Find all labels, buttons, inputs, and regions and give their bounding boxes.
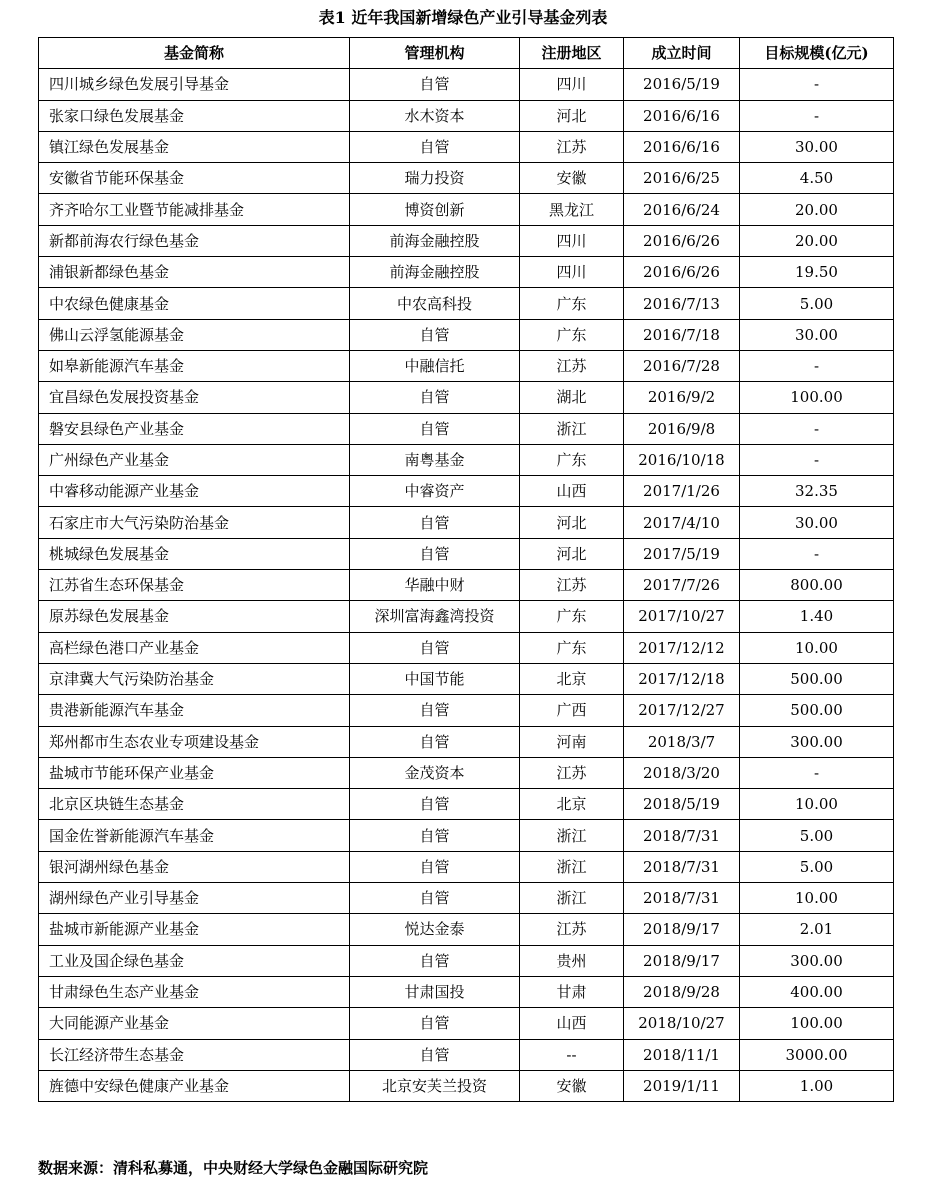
table-row — [39, 444, 894, 475]
cell-target-scale: 10.00 — [740, 632, 894, 663]
cell-target-scale: - — [740, 444, 894, 475]
cell-established-date: 2018/7/31 — [624, 851, 740, 882]
cell-region: 广东 — [520, 444, 624, 475]
cell-management-org: 水木资本 — [350, 100, 520, 131]
cell-management-org: 自管 — [350, 726, 520, 757]
cell-management-org: 深圳富海鑫湾投资 — [350, 601, 520, 632]
cell-fund-name: 高栏绿色港口产业基金 — [39, 632, 350, 663]
cell-region: 四川 — [520, 225, 624, 256]
cell-management-org: 自管 — [350, 820, 520, 851]
header-region: 注册地区 — [520, 38, 624, 69]
cell-region: 河北 — [520, 507, 624, 538]
cell-management-org: 甘肃国投 — [350, 976, 520, 1007]
cell-fund-name: 浦银新都绿色基金 — [39, 257, 350, 288]
cell-established-date: 2016/6/25 — [624, 163, 740, 194]
cell-management-org: 自管 — [350, 69, 520, 100]
cell-region: 河南 — [520, 726, 624, 757]
cell-management-org: 悦达金泰 — [350, 914, 520, 945]
cell-region: 湖北 — [520, 382, 624, 413]
cell-region: 山西 — [520, 1008, 624, 1039]
cell-target-scale: 300.00 — [740, 945, 894, 976]
cell-target-scale: 5.00 — [740, 288, 894, 319]
table-row — [39, 507, 894, 538]
cell-fund-name: 石家庄市大气污染防治基金 — [39, 507, 350, 538]
table-row — [39, 350, 894, 381]
cell-established-date: 2018/3/7 — [624, 726, 740, 757]
cell-target-scale: - — [740, 100, 894, 131]
cell-established-date: 2016/9/8 — [624, 413, 740, 444]
cell-region: -- — [520, 1039, 624, 1070]
header-target-scale: 目标规模(亿元) — [740, 38, 894, 69]
cell-fund-name: 盐城市节能环保产业基金 — [39, 757, 350, 788]
cell-fund-name: 北京区块链生态基金 — [39, 789, 350, 820]
table-row — [39, 883, 894, 914]
cell-management-org: 金茂资本 — [350, 757, 520, 788]
table-row — [39, 1008, 894, 1039]
cell-management-org: 中睿资产 — [350, 476, 520, 507]
cell-management-org: 自管 — [350, 883, 520, 914]
cell-fund-name: 银河湖州绿色基金 — [39, 851, 350, 882]
cell-target-scale: 400.00 — [740, 976, 894, 1007]
cell-established-date: 2017/12/18 — [624, 663, 740, 694]
cell-region: 黑龙江 — [520, 194, 624, 225]
cell-fund-name: 工业及国企绿色基金 — [39, 945, 350, 976]
cell-established-date: 2016/7/28 — [624, 350, 740, 381]
cell-region: 安徽 — [520, 1070, 624, 1101]
table-row — [39, 945, 894, 976]
cell-management-org: 自管 — [350, 945, 520, 976]
table-row — [39, 194, 894, 225]
cell-management-org: 自管 — [350, 789, 520, 820]
cell-region: 广西 — [520, 695, 624, 726]
table-row — [39, 225, 894, 256]
cell-fund-name: 大同能源产业基金 — [39, 1008, 350, 1039]
cell-established-date: 2017/1/26 — [624, 476, 740, 507]
table-row — [39, 257, 894, 288]
cell-region: 浙江 — [520, 413, 624, 444]
cell-target-scale: 5.00 — [740, 851, 894, 882]
cell-management-org: 自管 — [350, 1039, 520, 1070]
cell-management-org: 中国节能 — [350, 663, 520, 694]
cell-established-date: 2016/6/24 — [624, 194, 740, 225]
cell-target-scale: 10.00 — [740, 789, 894, 820]
cell-target-scale: 100.00 — [740, 1008, 894, 1039]
cell-management-org: 自管 — [350, 1008, 520, 1039]
table-body — [39, 69, 894, 1102]
cell-fund-name: 国金佐誉新能源汽车基金 — [39, 820, 350, 851]
table-row — [39, 413, 894, 444]
cell-target-scale: 2.01 — [740, 914, 894, 945]
table-row — [39, 476, 894, 507]
cell-target-scale: 30.00 — [740, 131, 894, 162]
cell-established-date: 2017/12/27 — [624, 695, 740, 726]
cell-established-date: 2018/7/31 — [624, 883, 740, 914]
cell-established-date: 2016/7/18 — [624, 319, 740, 350]
cell-target-scale: 30.00 — [740, 319, 894, 350]
table-row — [39, 695, 894, 726]
cell-fund-name: 镇江绿色发展基金 — [39, 131, 350, 162]
table-row — [39, 632, 894, 663]
cell-management-org: 自管 — [350, 538, 520, 569]
cell-fund-name: 中睿移动能源产业基金 — [39, 476, 350, 507]
table-row — [39, 976, 894, 1007]
cell-target-scale: 1.00 — [740, 1070, 894, 1101]
cell-fund-name: 磐安县绿色产业基金 — [39, 413, 350, 444]
cell-established-date: 2016/6/16 — [624, 131, 740, 162]
cell-fund-name: 如皋新能源汽车基金 — [39, 350, 350, 381]
cell-established-date: 2016/6/26 — [624, 257, 740, 288]
table-row — [39, 914, 894, 945]
cell-established-date: 2018/11/1 — [624, 1039, 740, 1070]
cell-fund-name: 京津冀大气污染防治基金 — [39, 663, 350, 694]
cell-management-org: 自管 — [350, 632, 520, 663]
table-row — [39, 131, 894, 162]
cell-region: 北京 — [520, 789, 624, 820]
cell-established-date: 2018/5/19 — [624, 789, 740, 820]
cell-target-scale: 300.00 — [740, 726, 894, 757]
cell-region: 广东 — [520, 319, 624, 350]
cell-target-scale: 5.00 — [740, 820, 894, 851]
cell-established-date: 2017/4/10 — [624, 507, 740, 538]
table-row — [39, 1070, 894, 1101]
cell-target-scale: 1.40 — [740, 601, 894, 632]
cell-fund-name: 齐齐哈尔工业暨节能减排基金 — [39, 194, 350, 225]
cell-target-scale: 20.00 — [740, 225, 894, 256]
cell-fund-name: 佛山云浮氢能源基金 — [39, 319, 350, 350]
table-row — [39, 757, 894, 788]
cell-fund-name: 盐城市新能源产业基金 — [39, 914, 350, 945]
cell-management-org: 自管 — [350, 695, 520, 726]
cell-established-date: 2018/9/28 — [624, 976, 740, 1007]
cell-fund-name: 张家口绿色发展基金 — [39, 100, 350, 131]
cell-established-date: 2017/10/27 — [624, 601, 740, 632]
cell-region: 四川 — [520, 257, 624, 288]
cell-region: 贵州 — [520, 945, 624, 976]
cell-established-date: 2017/12/12 — [624, 632, 740, 663]
header-fund-name: 基金简称 — [39, 38, 350, 69]
cell-management-org: 自管 — [350, 507, 520, 538]
cell-management-org: 自管 — [350, 131, 520, 162]
cell-management-org: 博资创新 — [350, 194, 520, 225]
table-row — [39, 69, 894, 100]
table-row — [39, 820, 894, 851]
cell-region: 江苏 — [520, 131, 624, 162]
cell-fund-name: 中农绿色健康基金 — [39, 288, 350, 319]
cell-target-scale: - — [740, 69, 894, 100]
cell-region: 广东 — [520, 288, 624, 319]
cell-target-scale: 3000.00 — [740, 1039, 894, 1070]
table-title: 表1 近年我国新增绿色产业引导基金列表 — [318, 8, 608, 27]
cell-region: 安徽 — [520, 163, 624, 194]
cell-fund-name: 原苏绿色发展基金 — [39, 601, 350, 632]
cell-management-org: 华融中财 — [350, 570, 520, 601]
cell-management-org: 中农高科投 — [350, 288, 520, 319]
cell-established-date: 2018/10/27 — [624, 1008, 740, 1039]
table-row — [39, 663, 894, 694]
cell-region: 甘肃 — [520, 976, 624, 1007]
table-row — [39, 538, 894, 569]
cell-management-org: 瑞力投资 — [350, 163, 520, 194]
cell-established-date: 2018/9/17 — [624, 914, 740, 945]
green-fund-table — [38, 37, 894, 1102]
cell-target-scale: 4.50 — [740, 163, 894, 194]
cell-target-scale: 100.00 — [740, 382, 894, 413]
table-row — [39, 789, 894, 820]
cell-target-scale: 800.00 — [740, 570, 894, 601]
cell-management-org: 前海金融控股 — [350, 225, 520, 256]
table-row — [39, 570, 894, 601]
table-row — [39, 851, 894, 882]
cell-fund-name: 广州绿色产业基金 — [39, 444, 350, 475]
cell-fund-name: 桃城绿色发展基金 — [39, 538, 350, 569]
cell-target-scale: 32.35 — [740, 476, 894, 507]
cell-fund-name: 郑州都市生态农业专项建设基金 — [39, 726, 350, 757]
cell-region: 浙江 — [520, 820, 624, 851]
table-row — [39, 726, 894, 757]
cell-fund-name: 长江经济带生态基金 — [39, 1039, 350, 1070]
cell-target-scale: - — [740, 350, 894, 381]
cell-fund-name: 湖州绿色产业引导基金 — [39, 883, 350, 914]
cell-established-date: 2016/10/18 — [624, 444, 740, 475]
cell-fund-name: 贵港新能源汽车基金 — [39, 695, 350, 726]
cell-region: 北京 — [520, 663, 624, 694]
cell-region: 广东 — [520, 632, 624, 663]
cell-target-scale: - — [740, 757, 894, 788]
cell-fund-name: 安徽省节能环保基金 — [39, 163, 350, 194]
cell-region: 山西 — [520, 476, 624, 507]
cell-target-scale: 19.50 — [740, 257, 894, 288]
cell-target-scale: - — [740, 538, 894, 569]
cell-established-date: 2016/5/19 — [624, 69, 740, 100]
table-row — [39, 100, 894, 131]
cell-established-date: 2018/9/17 — [624, 945, 740, 976]
cell-established-date: 2016/7/13 — [624, 288, 740, 319]
cell-region: 广东 — [520, 601, 624, 632]
cell-management-org: 自管 — [350, 851, 520, 882]
header-management-org: 管理机构 — [350, 38, 520, 69]
cell-fund-name: 旌德中安绿色健康产业基金 — [39, 1070, 350, 1101]
cell-fund-name: 甘肃绿色生态产业基金 — [39, 976, 350, 1007]
cell-target-scale: 10.00 — [740, 883, 894, 914]
table-row — [39, 288, 894, 319]
cell-management-org: 自管 — [350, 413, 520, 444]
cell-target-scale: 500.00 — [740, 695, 894, 726]
cell-region: 江苏 — [520, 350, 624, 381]
cell-established-date: 2016/9/2 — [624, 382, 740, 413]
cell-region: 浙江 — [520, 883, 624, 914]
cell-fund-name: 新都前海农行绿色基金 — [39, 225, 350, 256]
cell-region: 江苏 — [520, 914, 624, 945]
cell-established-date: 2019/1/11 — [624, 1070, 740, 1101]
data-source-note: 数据来源：清科私募通，中央财经大学绿色金融国际研究院 — [38, 1159, 429, 1177]
cell-management-org: 南粤基金 — [350, 444, 520, 475]
cell-region: 江苏 — [520, 570, 624, 601]
cell-established-date: 2018/3/20 — [624, 757, 740, 788]
table-row — [39, 319, 894, 350]
cell-region: 河北 — [520, 538, 624, 569]
table-row — [39, 382, 894, 413]
header-row — [39, 38, 894, 69]
cell-established-date: 2016/6/16 — [624, 100, 740, 131]
cell-region: 四川 — [520, 69, 624, 100]
cell-fund-name: 宜昌绿色发展投资基金 — [39, 382, 350, 413]
cell-established-date: 2018/7/31 — [624, 820, 740, 851]
cell-target-scale: - — [740, 413, 894, 444]
cell-region: 浙江 — [520, 851, 624, 882]
cell-fund-name: 四川城乡绿色发展引导基金 — [39, 69, 350, 100]
cell-management-org: 北京安芙兰投资 — [350, 1070, 520, 1101]
table-row — [39, 601, 894, 632]
cell-target-scale: 500.00 — [740, 663, 894, 694]
cell-established-date: 2016/6/26 — [624, 225, 740, 256]
cell-region: 河北 — [520, 100, 624, 131]
cell-target-scale: 30.00 — [740, 507, 894, 538]
cell-target-scale: 20.00 — [740, 194, 894, 225]
cell-established-date: 2017/7/26 — [624, 570, 740, 601]
cell-established-date: 2017/5/19 — [624, 538, 740, 569]
cell-region: 江苏 — [520, 757, 624, 788]
header-established-date: 成立时间 — [624, 38, 740, 69]
cell-fund-name: 江苏省生态环保基金 — [39, 570, 350, 601]
table-row — [39, 1039, 894, 1070]
cell-management-org: 前海金融控股 — [350, 257, 520, 288]
cell-management-org: 中融信托 — [350, 350, 520, 381]
cell-management-org: 自管 — [350, 319, 520, 350]
cell-management-org: 自管 — [350, 382, 520, 413]
table-row — [39, 163, 894, 194]
